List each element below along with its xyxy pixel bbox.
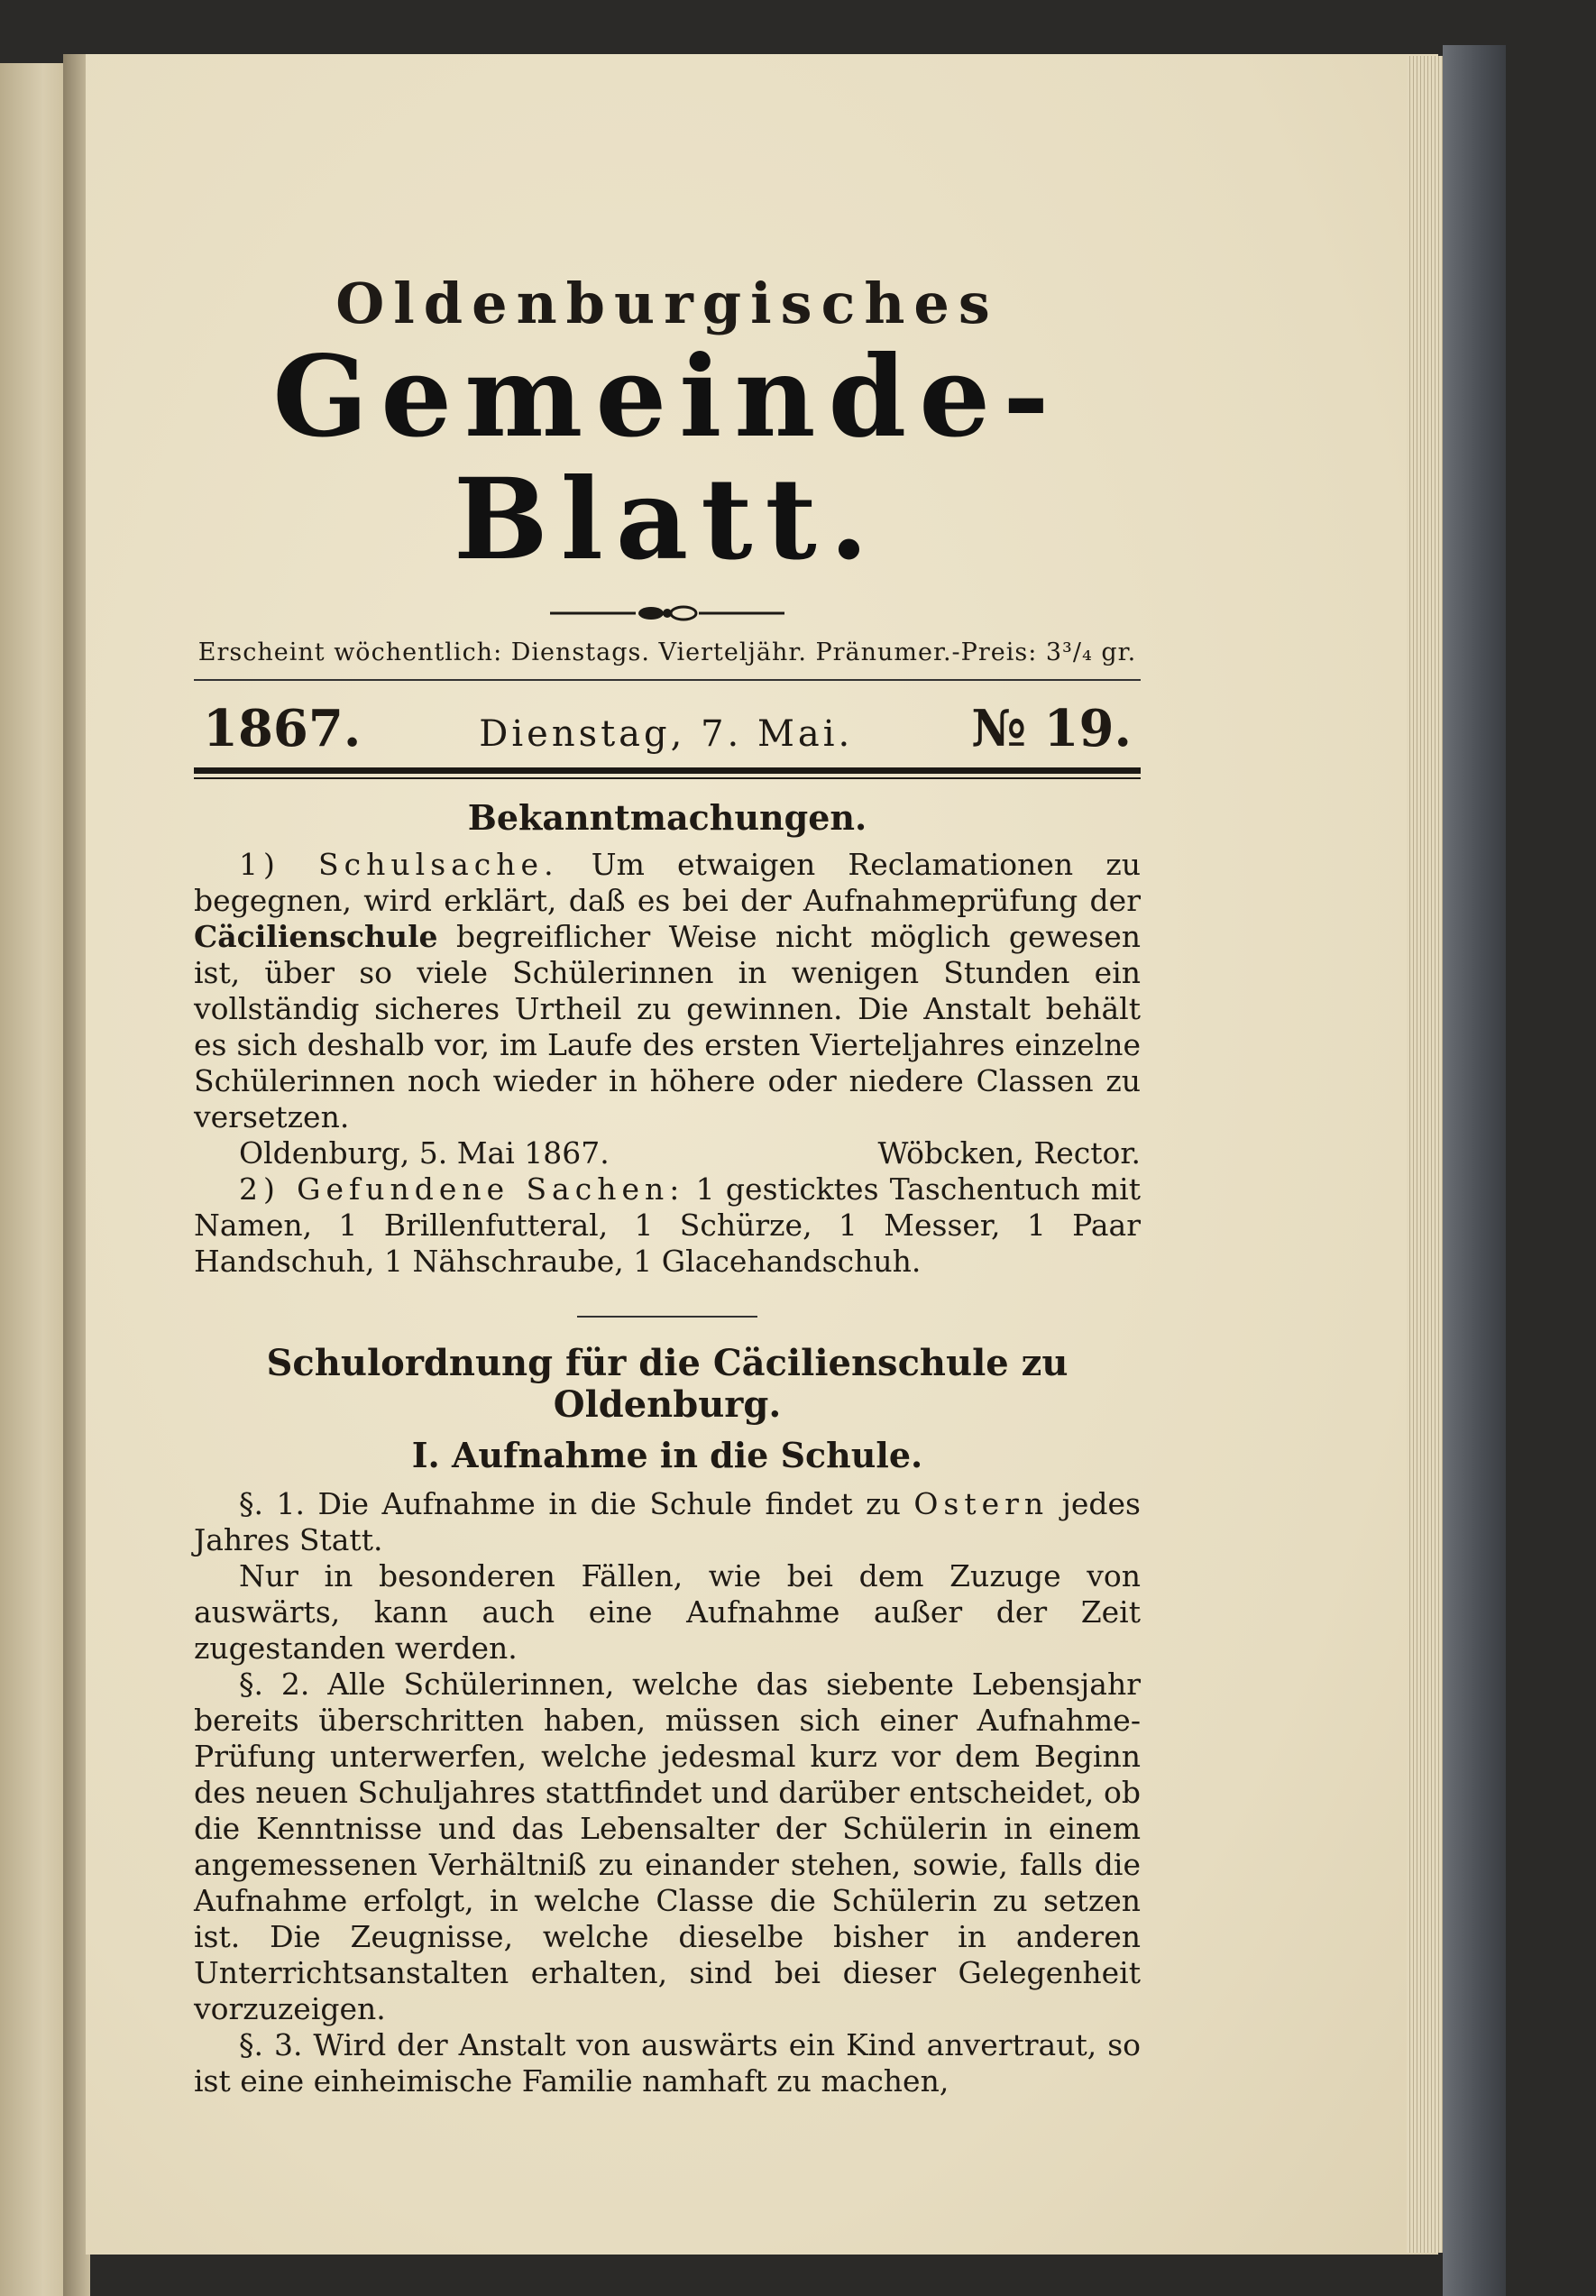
issue-number: № 19.	[971, 698, 1132, 758]
dateline-rule-thin	[194, 777, 1141, 779]
dateline	[194, 699, 1141, 758]
announcement-2	[194, 1171, 1141, 1280]
masthead-subtitle: Erscheint wöchentlich: Dienstags. Vierteljähr. Pränumer.-Preis: 3³/₄ gr.	[197, 638, 1137, 666]
paragraph-2-label: §. 2.	[239, 1666, 310, 1702]
page-content	[194, 234, 1141, 2099]
paragraph-1-continued: Nur in besonderen Fällen, wie bei dem Zuzuge von auswärts, kann auch eine Aufnahme außer der Zeit zugestanden werden.	[194, 1557, 1141, 1666]
dateline-rule-thick	[194, 767, 1141, 774]
announcement-2-text: 1 gesticktes Taschentuch mit Namen, 1 Brillenfutteral, 1 Schürze, 1 Messer, 1 Paar Handschuh, 1 Nähschraube, 1 Glacehandschuh.	[194, 1171, 1141, 1279]
issue-date: Dienstag, 7. Mai.	[479, 712, 854, 755]
paragraph-1-label: §. 1.	[239, 1485, 305, 1521]
ornament-divider-icon	[550, 602, 784, 624]
announcement-1-label: 1) Schulsache.	[239, 846, 559, 882]
schulordnung-heading: Schulordnung für die Cäcilienschule zu Oldenburg.	[266, 1341, 1069, 1426]
paragraph-1-text-a: Die Aufnahme in die Schule findet zu	[317, 1485, 901, 1521]
facing-page-edge	[0, 63, 72, 2296]
paragraph-1-text-b: jedes Jahres Statt.	[194, 1485, 1141, 1557]
paragraph-2-text: Alle Schülerinnen, welche das siebente Lebensjahr bereits überschritten haben, müssen sich einer Aufnahme-Prüfung unterwerfen, welche jedesmal kurz vor dem Beginn des neuen Schuljahres stattfindet und darüber entscheidet, ob die Kenntnisse und das Lebensalter der Schülerin in einem angemessenen Verhältniß zu einander stehen, sowie, falls die Aufnahme erfolgt, in welche Classe die Schülerin zu setzen ist. Die Zeugnisse, welche dieselbe bisher in anderen Unterrichtsanstalten erhalten, sind bei dieser Gelegenheit vorzuzeigen.	[194, 1666, 1141, 2026]
paragraph-3	[194, 2027, 1141, 2099]
paragraph-2	[194, 1667, 1141, 2027]
paragraph-1-spaced: Ostern	[913, 1485, 1050, 1521]
announcement-1-bold: Cäcilienschule	[194, 918, 438, 954]
masthead-rule	[194, 679, 1141, 681]
masthead-title-small: Oldenburgisches	[335, 271, 999, 336]
announcement-1-signature-line	[194, 1135, 1141, 1171]
announcement-1-text-b: begreiflicher Weise nicht möglich gewesen ist, über so viele Schülerinnen in wenigen Stunden ein vollständig sicheres Urtheil zu gewinnen. Die Anstalt behält es sich deshalb vor, im Laufe des ersten Vierteljahres einzelne Schülerinnen noch wieder in höhere oder niedere Classen zu versetzen.	[194, 918, 1141, 1134]
announcement-1-text-a: Um etwaigen Reclamationen zu begegnen, wird erklärt, daß es bei der Aufnahmeprüfung der	[194, 846, 1141, 918]
announcement-2-label: 2) Gefundene Sachen:	[239, 1171, 685, 1207]
announcement-1-place-date: Oldenburg, 5. Mai 1867.	[239, 1134, 610, 1171]
announcement-1-signature: Wöbcken, Rector.	[877, 1134, 1141, 1171]
announcements-heading: Bekanntmachungen.	[467, 796, 867, 838]
section-1-title: I. Aufnahme in die Schule.	[411, 1434, 923, 1475]
book-cover-edge	[1443, 45, 1506, 2296]
masthead-title-big: Gemeinde-Blatt.	[272, 332, 1062, 586]
announcement-1	[194, 847, 1141, 1135]
paragraph-3-label: §. 3.	[239, 2026, 303, 2062]
issue-year: 1867.	[203, 698, 362, 758]
section-divider	[577, 1316, 757, 1318]
paragraph-3-text: Wird der Anstalt von auswärts ein Kind anvertraut, so ist eine einheimische Familie namhaft zu machen,	[194, 2026, 1141, 2099]
paragraph-1	[194, 1486, 1141, 1558]
